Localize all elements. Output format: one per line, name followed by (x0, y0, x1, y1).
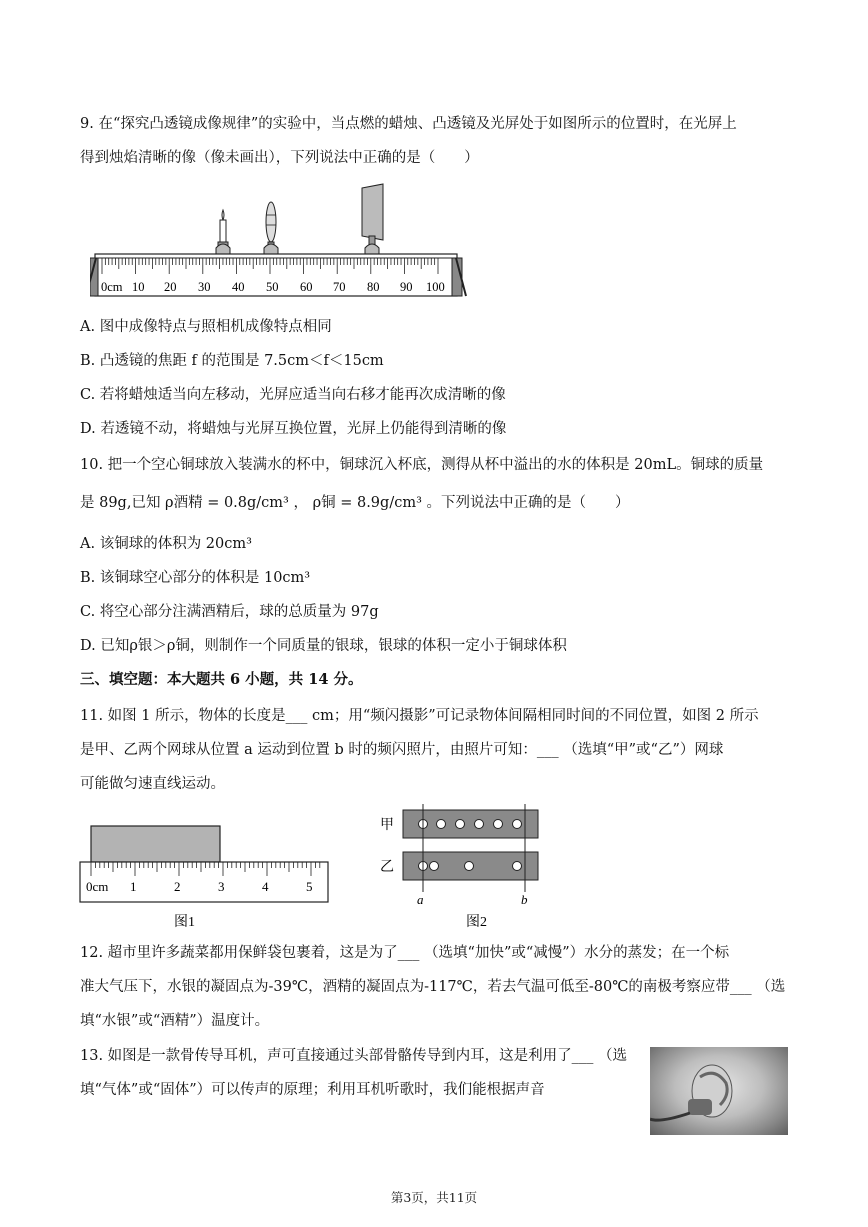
row-label-yi: 乙 (380, 860, 394, 875)
pos-label-a: a (417, 892, 424, 907)
page-footer: 第3页，共11页 (390, 1190, 478, 1205)
ruler-label-1: 1 (130, 879, 137, 894)
figure-2-strobe (370, 804, 550, 936)
convex-lens (264, 202, 278, 254)
bench-label-80: 80 (367, 280, 380, 294)
q11-stem-line1: 11. 如图 1 所示，物体的长度是___ cm；用“频闪摄影”可记录物体间隔相同时间的不同位置，如图 2 所示 (80, 708, 759, 724)
q10-stem-line1: 10. 把一个空心铜球放入装满水的杯中，铜球沉入杯底，测得从杯中溢出的水的体积是 20mL。铜球的质量 (80, 457, 764, 473)
bench-label-90: 90 (400, 280, 413, 294)
candle (216, 210, 230, 254)
ruler-label-2: 2 (174, 879, 181, 894)
ruler-label-0: 0cm (86, 879, 109, 894)
figure-1-ruler (78, 822, 333, 934)
bench-label-10: 10 (132, 280, 145, 294)
measured-block (91, 826, 220, 862)
bench-label-40: 40 (232, 280, 245, 294)
q9-option-b: B. 凸透镜的焦距 f 的范围是 7.5cm＜f＜15cm (80, 353, 384, 369)
q9-option-a: A. 图中成像特点与照相机成像特点相同 (80, 319, 332, 335)
light-screen (362, 184, 383, 254)
q11-stem-line3: 可能做匀速直线运动。 (80, 776, 225, 792)
q9-option-d: D. 若透镜不动，将蜡烛与光屏互换位置，光屏上仍能得到清晰的像 (80, 421, 507, 437)
q9-option-c: C. 若将蜡烛适当向左移动，光屏应适当向右移才能再次成清晰的像 (80, 387, 506, 403)
q9-stem-line1: 9. 在“探究凸透镜成像规律”的实验中，当点燃的蜡烛、凸透镜及光屏处于如图所示的位置时，在光屏上 (80, 116, 737, 132)
ruler-label-3: 3 (218, 879, 225, 894)
q10-option-b: B. 该铜球空心部分的体积是 10cm³ (80, 570, 311, 586)
section-heading: 三、填空题：本大题共 6 小题，共 14 分。 (80, 671, 363, 688)
q9-stem-line2: 得到烛焰清晰的像（像未画出），下列说法中正确的是（ ） (80, 150, 479, 166)
ruler-label-5: 5 (306, 879, 313, 894)
q10-option-c: C. 将空心部分注满酒精后，球的总质量为 97g (80, 604, 379, 620)
q10-option-d: D. 已知ρ银＞ρ铜，则制作一个同质量的银球，银球的体积一定小于铜球体积 (80, 638, 567, 654)
bench-label-0: 0cm (101, 280, 123, 294)
q11-stem-line2: 是甲、乙两个网球从位置 a 运动到位置 b 时的频闪照片，由照片可知：___ （选填“甲”或“乙”）网球 (80, 742, 724, 758)
bench-label-30: 30 (198, 280, 211, 294)
bench-label-20: 20 (164, 280, 177, 294)
bone-conduction-earphone-photo (650, 1047, 788, 1135)
q10-stem-line2: 是 89g,已知 ρ酒精 = 0.8g/cm³ ， ρ铜 = 8.9g/cm³ 。下列说法中正确的是（ ） (80, 495, 630, 511)
q13-stem-line1: 13. 如图是一款骨传导耳机，声可直接通过头部骨骼传导到内耳，这是利用了___ （选 (80, 1048, 628, 1064)
row-label-jia: 甲 (380, 818, 394, 833)
q12-stem-line3: 填“水银”或“酒精”）温度计。 (80, 1013, 270, 1029)
q13-stem-line2: 填“气体”或“固体”）可以传声的原理；利用耳机听歌时，我们能根据声音 (80, 1082, 545, 1098)
bench-label-50: 50 (266, 280, 279, 294)
figure-2-caption: 图2 (466, 915, 487, 930)
figure-1-caption: 图1 (174, 915, 195, 930)
bench-label-100: 100 (426, 280, 445, 294)
pos-label-b: b (521, 892, 528, 907)
bench-label-60: 60 (300, 280, 313, 294)
optical-bench-figure (90, 180, 470, 300)
bench-label-70: 70 (333, 280, 346, 294)
q12-stem-line2: 准大气压下，水银的凝固点为-39℃，酒精的凝固点为-117℃，若去气温可低至-80℃的南极考察应带___ （选 (80, 979, 786, 995)
ruler-label-4: 4 (262, 879, 269, 894)
q12-stem-line1: 12. 超市里许多蔬菜都用保鲜袋包裹着，这是为了___ （选填“加快”或“减慢”）水分的蒸发；在一个标 (80, 945, 730, 961)
q10-option-a: A. 该铜球的体积为 20cm³ (80, 536, 252, 552)
